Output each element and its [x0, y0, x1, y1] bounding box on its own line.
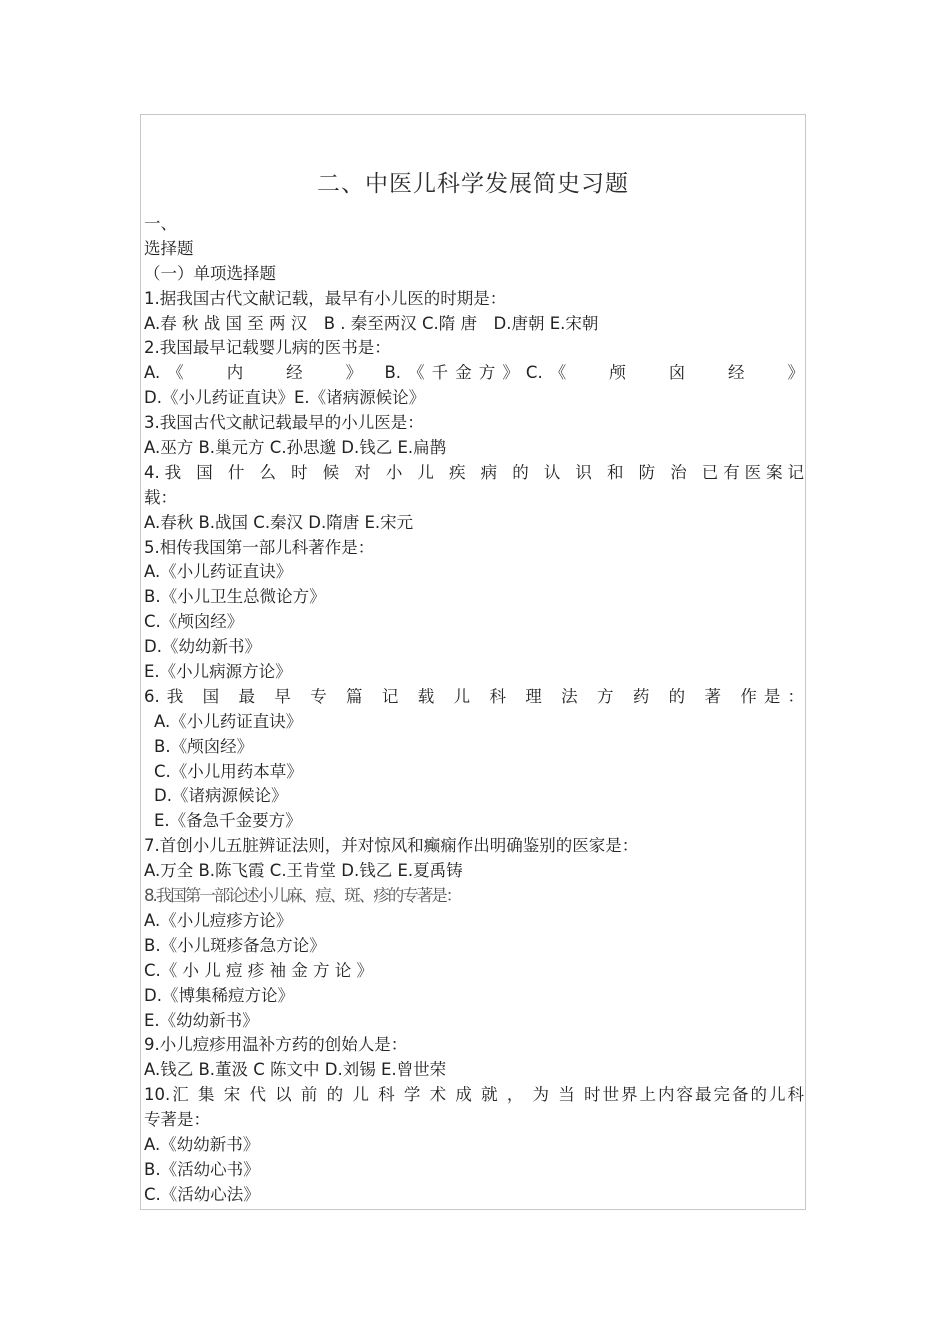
- text-line: B.《活幼心书》: [144, 1159, 260, 1179]
- text-line: A.《幼幼新书》: [144, 1134, 260, 1154]
- text-line: 8.我国第一部论述小儿麻、痘、斑、疹的专著是：: [144, 886, 461, 906]
- text-line: D.《诸病源候论》: [154, 786, 288, 806]
- text-line: 4.我 国 什 么 时 候 对 小 儿 疾 病 的 认 识 和 防 治 已有医案记: [144, 462, 804, 482]
- text-line: D.《幼幼新书》: [144, 637, 261, 657]
- text-line: 选择题: [144, 238, 194, 258]
- text-line: A.春秋 B.战国 C.秦汉 D.隋唐 E.宋元: [144, 512, 414, 532]
- text-line: D.《小儿药证直诀》E.《诸病源候论》: [144, 388, 426, 408]
- text-line: C.《 小 儿 痘 疹 袖 金 方 论 》: [144, 960, 373, 980]
- text-line: A.春 秋 战 国 至 两 汉 B . 秦至两汉 C.隋 唐 D.唐朝 E.宋朝: [144, 313, 599, 333]
- document-page: [140, 114, 806, 1210]
- text-line: A.《小儿药证直诀》: [154, 711, 303, 731]
- text-line: A.《 内 经 》 B.《千金方》C.《 颅 囟 经 》: [144, 363, 804, 383]
- text-line: E.《幼幼新书》: [144, 1010, 259, 1030]
- text-line: 1.据我国古代文献记载，最早有小儿医的时期是：: [144, 288, 507, 308]
- text-line: 9.小儿痘疹用温补方药的创始人是：: [144, 1035, 408, 1055]
- text-line: A.钱乙 B.董汲 C 陈文中 D.刘锡 E.曾世荣: [144, 1060, 447, 1080]
- text-line: B.《颅囟经》: [154, 736, 254, 756]
- text-line: 一、: [144, 214, 177, 233]
- text-line: 10.汇 集 宋 代 以 前 的 儿 科 学 术 成 就 ， 为 当 时世界上内容最完备的儿科: [144, 1085, 804, 1105]
- text-line: 6.我 国 最 早 专 篇 记 载 儿 科 理 法 方 药 的 著 作是：: [144, 686, 804, 706]
- text-line: 5.相传我国第一部儿科著作是：: [144, 537, 375, 557]
- text-line: B.《小儿卫生总微论方》: [144, 587, 326, 607]
- text-line: C.《小儿用药本草》: [154, 761, 303, 781]
- text-line: A.万全 B.陈飞霞 C.王肯堂 D.钱乙 E.夏禹铸: [144, 861, 463, 881]
- document-title: 二、中医儿科学发展简史习题: [317, 171, 629, 197]
- text-line: （一）单项选择题: [144, 263, 276, 283]
- text-line: A.巫方 B.巢元方 C.孙思邈 D.钱乙 E.扁鹊: [144, 438, 447, 458]
- text-line: 载：: [144, 487, 177, 507]
- text-line: 7.首创小儿五脏辨证法则，并对惊风和癫痫作出明确鉴别的医家是：: [144, 836, 639, 856]
- text-line: 专著是：: [144, 1110, 210, 1130]
- question-text-body: [144, 212, 804, 1208]
- text-line: C.《活幼心法》: [144, 1184, 260, 1204]
- text-line: E.《小儿病源方论》: [144, 662, 292, 682]
- text-line: A.《小儿药证直诀》: [144, 562, 293, 582]
- text-line: 2.我国最早记载婴儿病的医书是：: [144, 338, 391, 358]
- text-line: E.《备急千金要方》: [154, 811, 302, 831]
- text-line: C.《颅囟经》: [144, 612, 244, 632]
- text-line: 3.我国古代文献记载最早的小儿医是：: [144, 413, 424, 433]
- text-line: B.《小儿斑疹备急方论》: [144, 935, 326, 955]
- text-line: A.《小儿痘疹方论》: [144, 910, 293, 930]
- text-line: D.《博集稀痘方论》: [144, 985, 294, 1005]
